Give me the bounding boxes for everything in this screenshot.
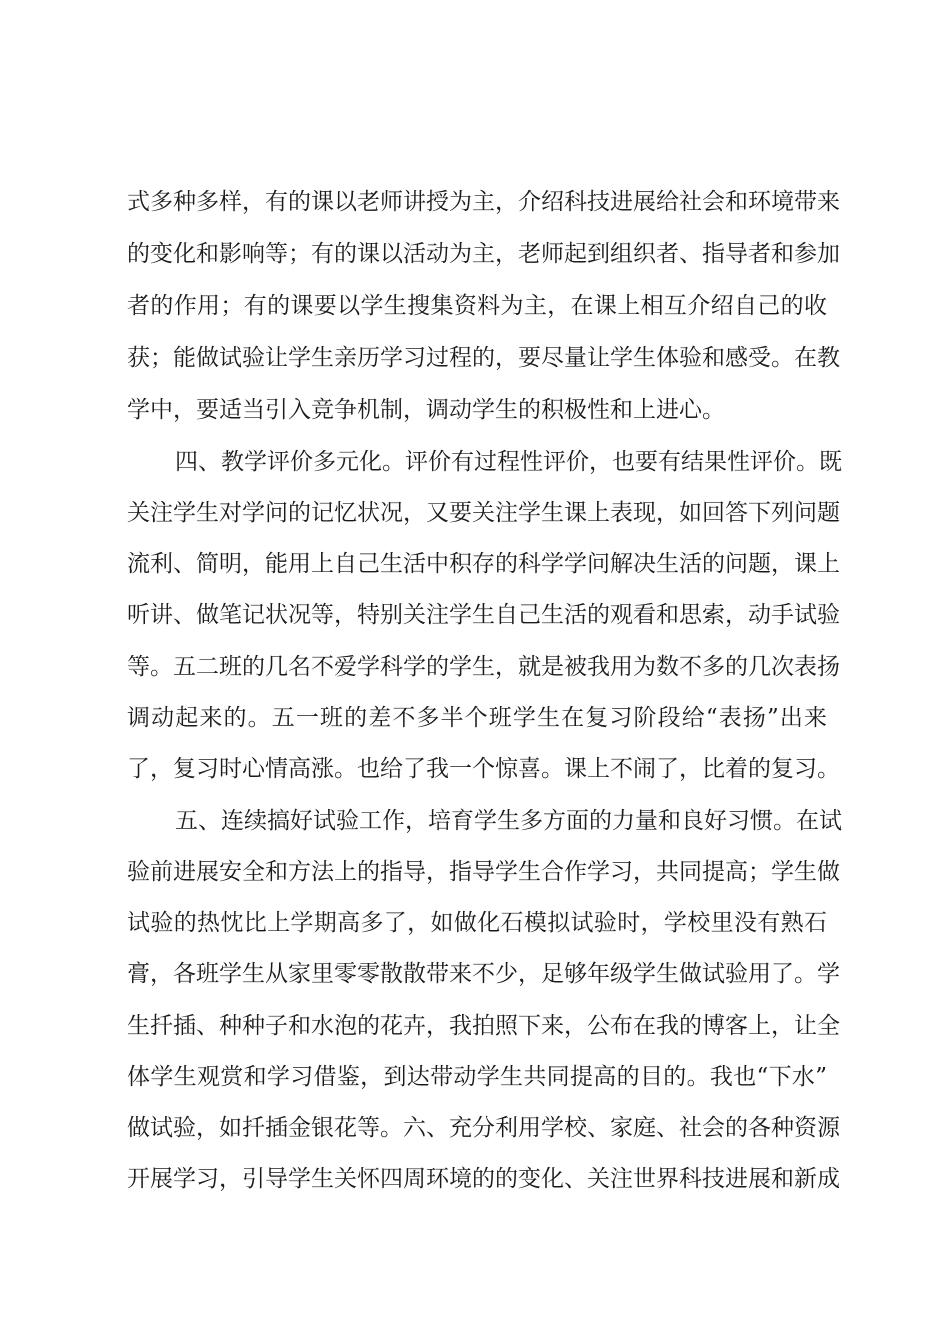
paragraph-start-line: 五、连续搞好试验工作，培育学生多方面的力量和良好习惯。在试 [175, 808, 842, 834]
text-line: 生扦插、种种子和水泡的花卉，我拍照下来，公布在我的博客上，让全 [127, 1013, 840, 1039]
text-line: 流利、简明，能用上自己生活中积存的科学学问解决生活的问题，课上 [127, 551, 840, 577]
text-line: 获；能做试验让学生亲历学习过程的，要尽量让学生体验和感受。在教 [127, 345, 840, 371]
text-line: 做试验，如扦插金银花等。六、充分利用学校、家庭、社会的各种资源 [127, 1115, 840, 1141]
text-line: 的变化和影响等；有的课以活动为主，老师起到组织者、指导者和参加 [127, 241, 840, 267]
text-line: 调动起来的。五一班的差不多半个班学生在复习阶段给“表扬”出来 [127, 705, 827, 731]
text-line: 学中，要适当引入竞争机制，调动学生的积极性和上进心。 [127, 397, 725, 423]
text-line: 式多种多样，有的课以老师讲授为主，介绍科技进展给社会和环境带来 [127, 189, 840, 215]
text-line: 等。五二班的几名不爱学科学的学生，就是被我用为数不多的几次表扬 [127, 654, 840, 680]
paragraph-start-line: 四、教学评价多元化。评价有过程性评价，也要有结果性评价。既 [175, 449, 842, 475]
text-line: 体学生观赏和学习借鉴，到达带动学生共同提高的目的。我也“下水” [127, 1064, 827, 1090]
text-line: 开展学习，引导学生关怀四周环境的的变化、关注世界科技进展和新成 [127, 1166, 840, 1192]
text-line: 验前进展安全和方法上的指导，指导学生合作学习，共同提高；学生做 [127, 859, 840, 885]
text-line: 关注学生对学问的记忆状况，又要关注学生课上表现，如回答下列问题 [127, 500, 840, 526]
text-line: 膏，各班学生从家里零零散散带来不少，足够年级学生做试验用了。学 [127, 961, 840, 987]
text-line: 者的作用；有的课要以学生搜集资料为主，在课上相互介绍自己的收 [127, 293, 827, 319]
text-line: 试验的热忱比上学期高多了，如做化石模拟试验时，学校里没有熟石 [127, 910, 827, 936]
text-line: 听讲、做笔记状况等，特别关注学生自己生活的观看和思索，动手试验 [127, 602, 840, 628]
text-line: 了，复习时心情高涨。也给了我一个惊喜。课上不闹了，比着的复习。 [127, 756, 840, 782]
